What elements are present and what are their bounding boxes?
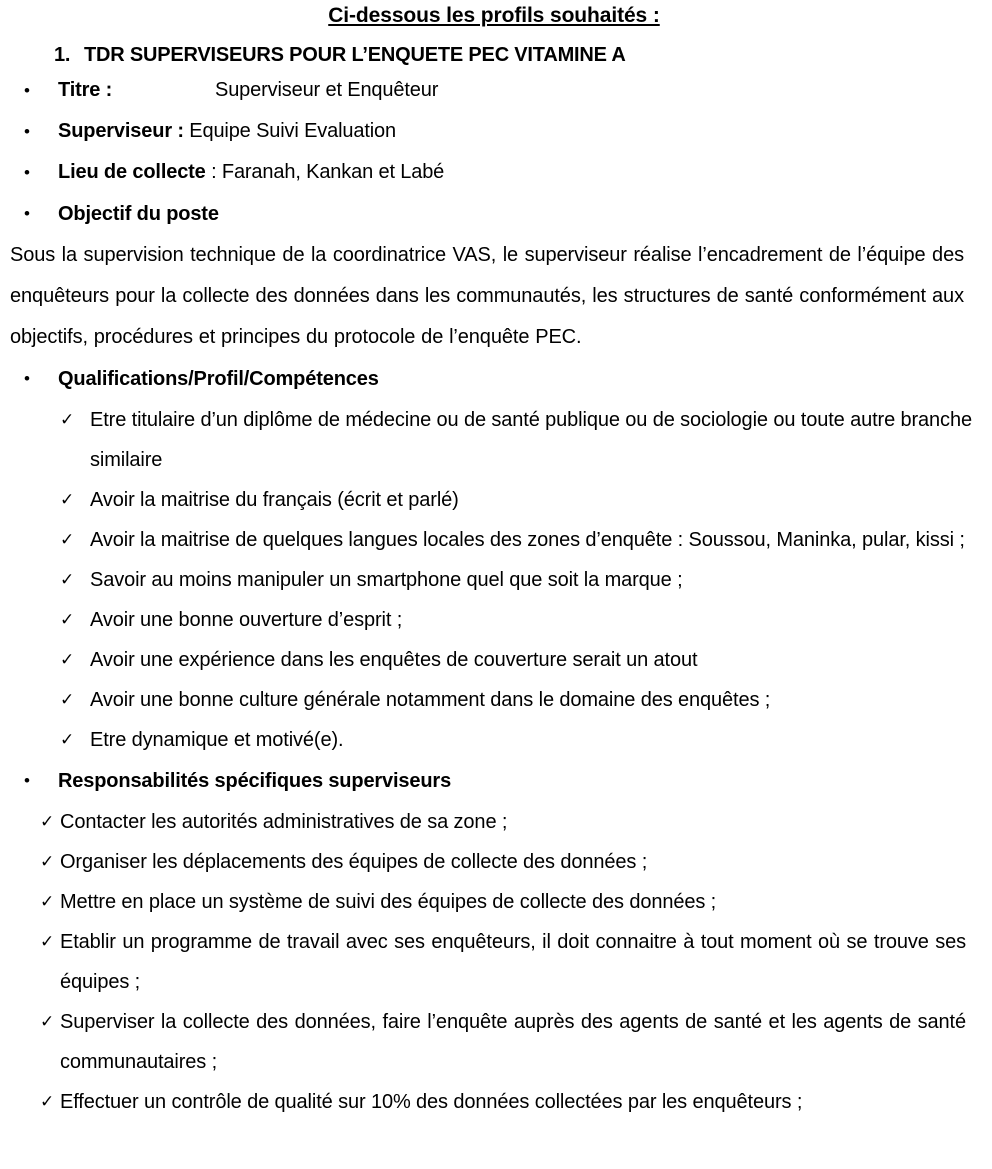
heading-objectif-du-poste [10,193,978,235]
objectif-paragraph: Sous la supervision technique de la coordinatrice VAS, le superviseur réalise l’encadrement de l’équipe des enquêteurs pour la collecte des données dans les communautés, les structures de santé conformément aux objectifs, procédures et principes du protocole de l’enquête PEC. [10,244,964,348]
heading-objectif-label: Objectif du poste [58,203,219,225]
list-item-text: Etre titulaire d’un diplôme de médecine ou de santé publique ou de sociologie ou toute autre branche similaire [90,409,972,471]
check-icon: ✓ [40,1012,55,1031]
list-item-text: Etre dynamique et motivé(e). [90,729,344,751]
list-item-text: Avoir une bonne ouverture d’esprit ; [90,609,403,631]
heading-qualifications [10,358,978,400]
bullet-icon: • [24,369,30,388]
check-icon: ✓ [40,932,55,951]
check-icon: ✓ [60,650,75,669]
heading-responsabilites [10,760,978,802]
list-item [10,560,978,600]
list-item [10,520,978,560]
list-item [10,882,978,922]
heading-qualifications-label: Qualifications/Profil/Compétences [58,368,379,390]
bullet-icon: • [24,81,30,100]
field-label-titre: Titre : [58,79,113,101]
list-item [10,400,978,480]
check-icon: ✓ [40,1092,55,1111]
check-icon: ✓ [60,570,75,589]
check-icon: ✓ [40,852,55,871]
responsabilites-list [10,802,978,1122]
check-icon: ✓ [60,730,75,749]
page-title: Ci-dessous les profils souhaités : [328,4,660,27]
list-item [10,1002,978,1082]
list-item-text: Avoir la maitrise de quelques langues locales des zones d’enquête : Soussou, Maninka, pular, kissi ; [90,529,965,551]
field-row-lieu-de-collecte [10,152,978,193]
list-item-text: Organiser les déplacements des équipes de collecte des données ; [60,851,648,873]
list-item-text: Etablir un programme de travail avec ses enquêteurs, il doit connaitre à tout moment où se trouve ses équipes ; [60,931,966,993]
list-item-text: Superviser la collecte des données, faire l’enquête auprès des agents de santé et les agents de santé communautaires ; [60,1011,966,1073]
check-icon: ✓ [60,490,75,509]
bullet-icon: • [24,163,30,182]
check-icon: ✓ [60,610,75,629]
field-label-lieu-de-collecte: Lieu de collecte [58,161,206,183]
list-item [10,600,978,640]
qualifications-list [10,400,978,760]
field-value-superviseur: Equipe Suivi Evaluation [183,120,396,142]
field-row-superviseur [10,111,978,152]
list-item-text: Effectuer un contrôle de qualité sur 10% des données collectées par les enquêteurs ; [60,1091,803,1113]
list-item [10,480,978,520]
list-item [10,640,978,680]
list-item-text: Avoir une expérience dans les enquêtes de couverture serait un atout [90,649,698,671]
section-heading-text: TDR SUPERVISEURS POUR L’ENQUETE PEC VITAMINE A [84,44,626,66]
section-number: 1. [54,44,71,66]
field-value-lieu-de-collecte: : Faranah, Kankan et Labé [205,161,445,183]
list-item-text: Avoir une bonne culture générale notamment dans le domaine des enquêtes ; [90,689,771,711]
list-item-text: Avoir la maitrise du français (écrit et parlé) [90,489,459,511]
field-label-superviseur: Superviseur : [58,120,184,142]
section-heading [10,40,978,70]
heading-responsabilites-label: Responsabilités spécifiques superviseurs [58,770,452,792]
list-item [10,802,978,842]
bullet-icon: • [24,771,30,790]
list-item [10,680,978,720]
list-item-text: Contacter les autorités administratives de sa zone ; [60,811,508,833]
list-item [10,720,978,760]
list-item [10,842,978,882]
list-item-text: Mettre en place un système de suivi des équipes de collecte des données ; [60,891,717,913]
check-icon: ✓ [60,410,75,429]
bullet-icon: • [24,204,30,223]
list-item [10,922,978,1002]
check-icon: ✓ [60,690,75,709]
field-row-titre [10,70,978,111]
check-icon: ✓ [40,812,55,831]
bullet-icon: • [24,122,30,141]
check-icon: ✓ [40,892,55,911]
check-icon: ✓ [60,530,75,549]
list-item [10,1082,978,1122]
list-item-text: Savoir au moins manipuler un smartphone quel que soit la marque ; [90,569,683,591]
field-value-titre: Superviseur et Enquêteur [215,79,439,101]
